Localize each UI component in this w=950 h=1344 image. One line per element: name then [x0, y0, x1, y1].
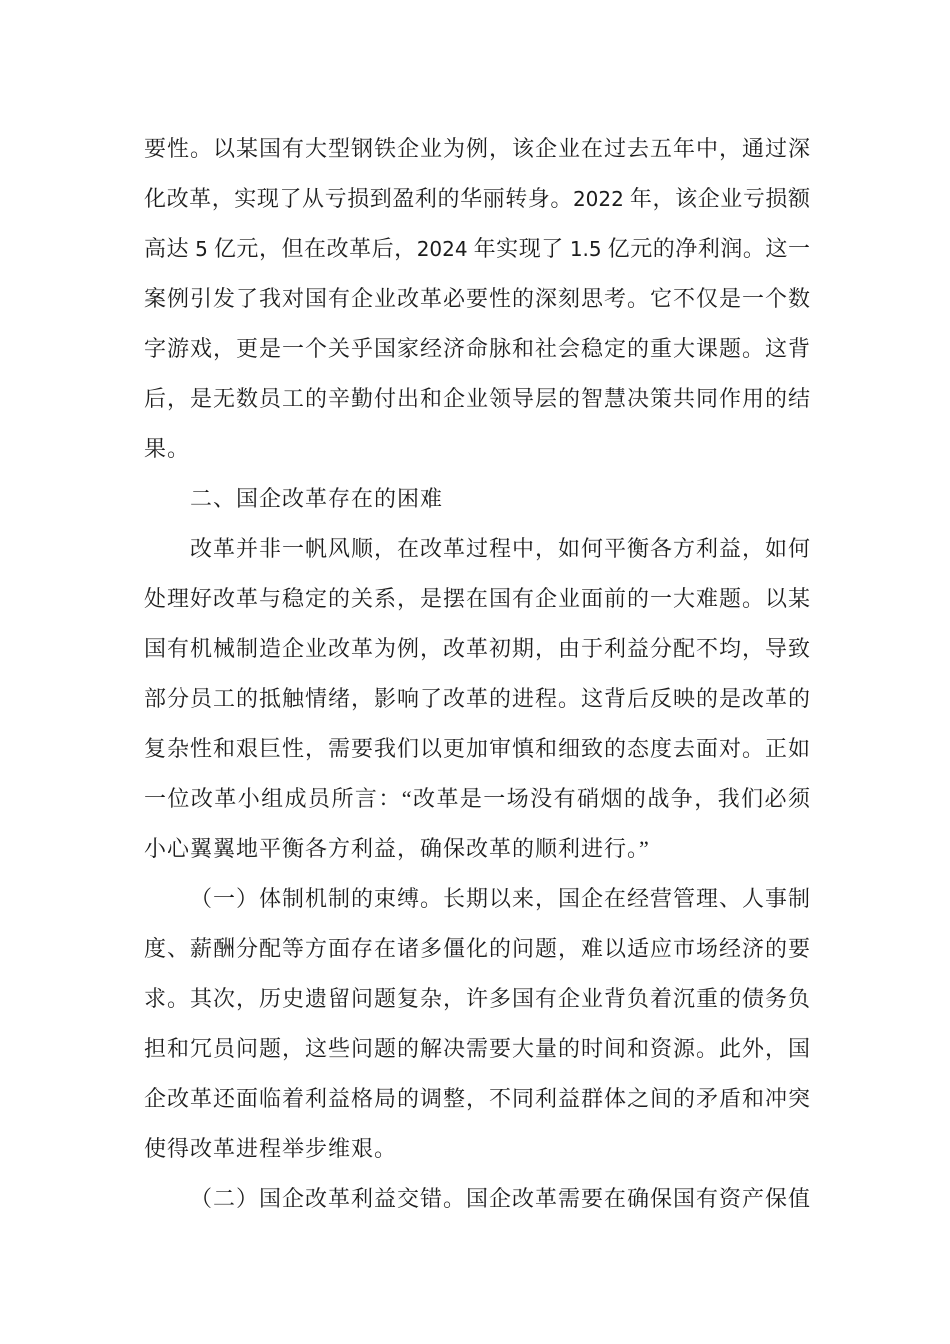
numeral: 2024 [416, 237, 468, 261]
document-line: 处理好改革与稳定的关系，是摆在国有企业面前的一大难题。以某 [144, 586, 810, 611]
numeral: 1.5 [569, 237, 602, 261]
document-line: 求。其次，历史遗留问题复杂，许多国有企业背负着沉重的债务负 [144, 986, 810, 1011]
document-line: （一）体制机制的束缚。长期以来，国企在经营管理、人事制 [190, 886, 810, 911]
document-line: 字游戏，更是一个关乎国家经济命脉和社会稳定的重大课题。这背 [144, 336, 810, 361]
heading-line: 二、国企改革存在的困难 [190, 486, 444, 511]
document-line: 担和冗员问题，这些问题的解决需要大量的时间和资源。此外，国 [144, 1036, 810, 1061]
document-line: 部分员工的抵触情绪，影响了改革的进程。这背后反映的是改革的 [144, 686, 810, 711]
document-line: 一位改革小组成员所言：“改革是一场没有硝烟的战争，我们必须 [144, 786, 810, 811]
document-line: 小心翼翼地平衡各方利益，确保改革的顺利进行。” [144, 836, 650, 861]
document-line: 使得改革进程举步维艰。 [144, 1136, 398, 1161]
document-line: 复杂性和艰巨性，需要我们以更加审慎和细致的态度去面对。正如 [144, 736, 810, 761]
document-line: 企改革还面临着利益格局的调整，不同利益群体之间的矛盾和冲突 [144, 1086, 810, 1111]
document-line: 高达 5 亿元，但在改革后，2024 年实现了 1.5 亿元的净利润。这一 [144, 236, 810, 261]
document-line: 化改革，实现了从亏损到盈利的华丽转身。2022 年，该企业亏损额 [144, 186, 810, 211]
document-line: 度、薪酬分配等方面存在诸多僵化的问题，难以适应市场经济的要 [144, 936, 810, 961]
document-line: 案例引发了我对国有企业改革必要性的深刻思考。它不仅是一个数 [144, 286, 810, 311]
numeral: 2022 [572, 187, 624, 211]
document-line: （二）国企改革利益交错。国企改革需要在确保国有资产保值 [190, 1186, 810, 1211]
document-line: 要性。以某国有大型钢铁企业为例，该企业在过去五年中，通过深 [144, 136, 810, 161]
numeral: 5 [195, 237, 208, 261]
document-body [144, 124, 810, 1224]
document-line: 改革并非一帆风顺，在改革过程中，如何平衡各方利益，如何 [190, 536, 810, 561]
document-line: 国有机械制造企业改革为例，改革初期，由于利益分配不均，导致 [144, 636, 810, 661]
document-line: 后，是无数员工的辛勤付出和企业领导层的智慧决策共同作用的结 [144, 386, 810, 411]
document-line: 果。 [144, 436, 191, 461]
